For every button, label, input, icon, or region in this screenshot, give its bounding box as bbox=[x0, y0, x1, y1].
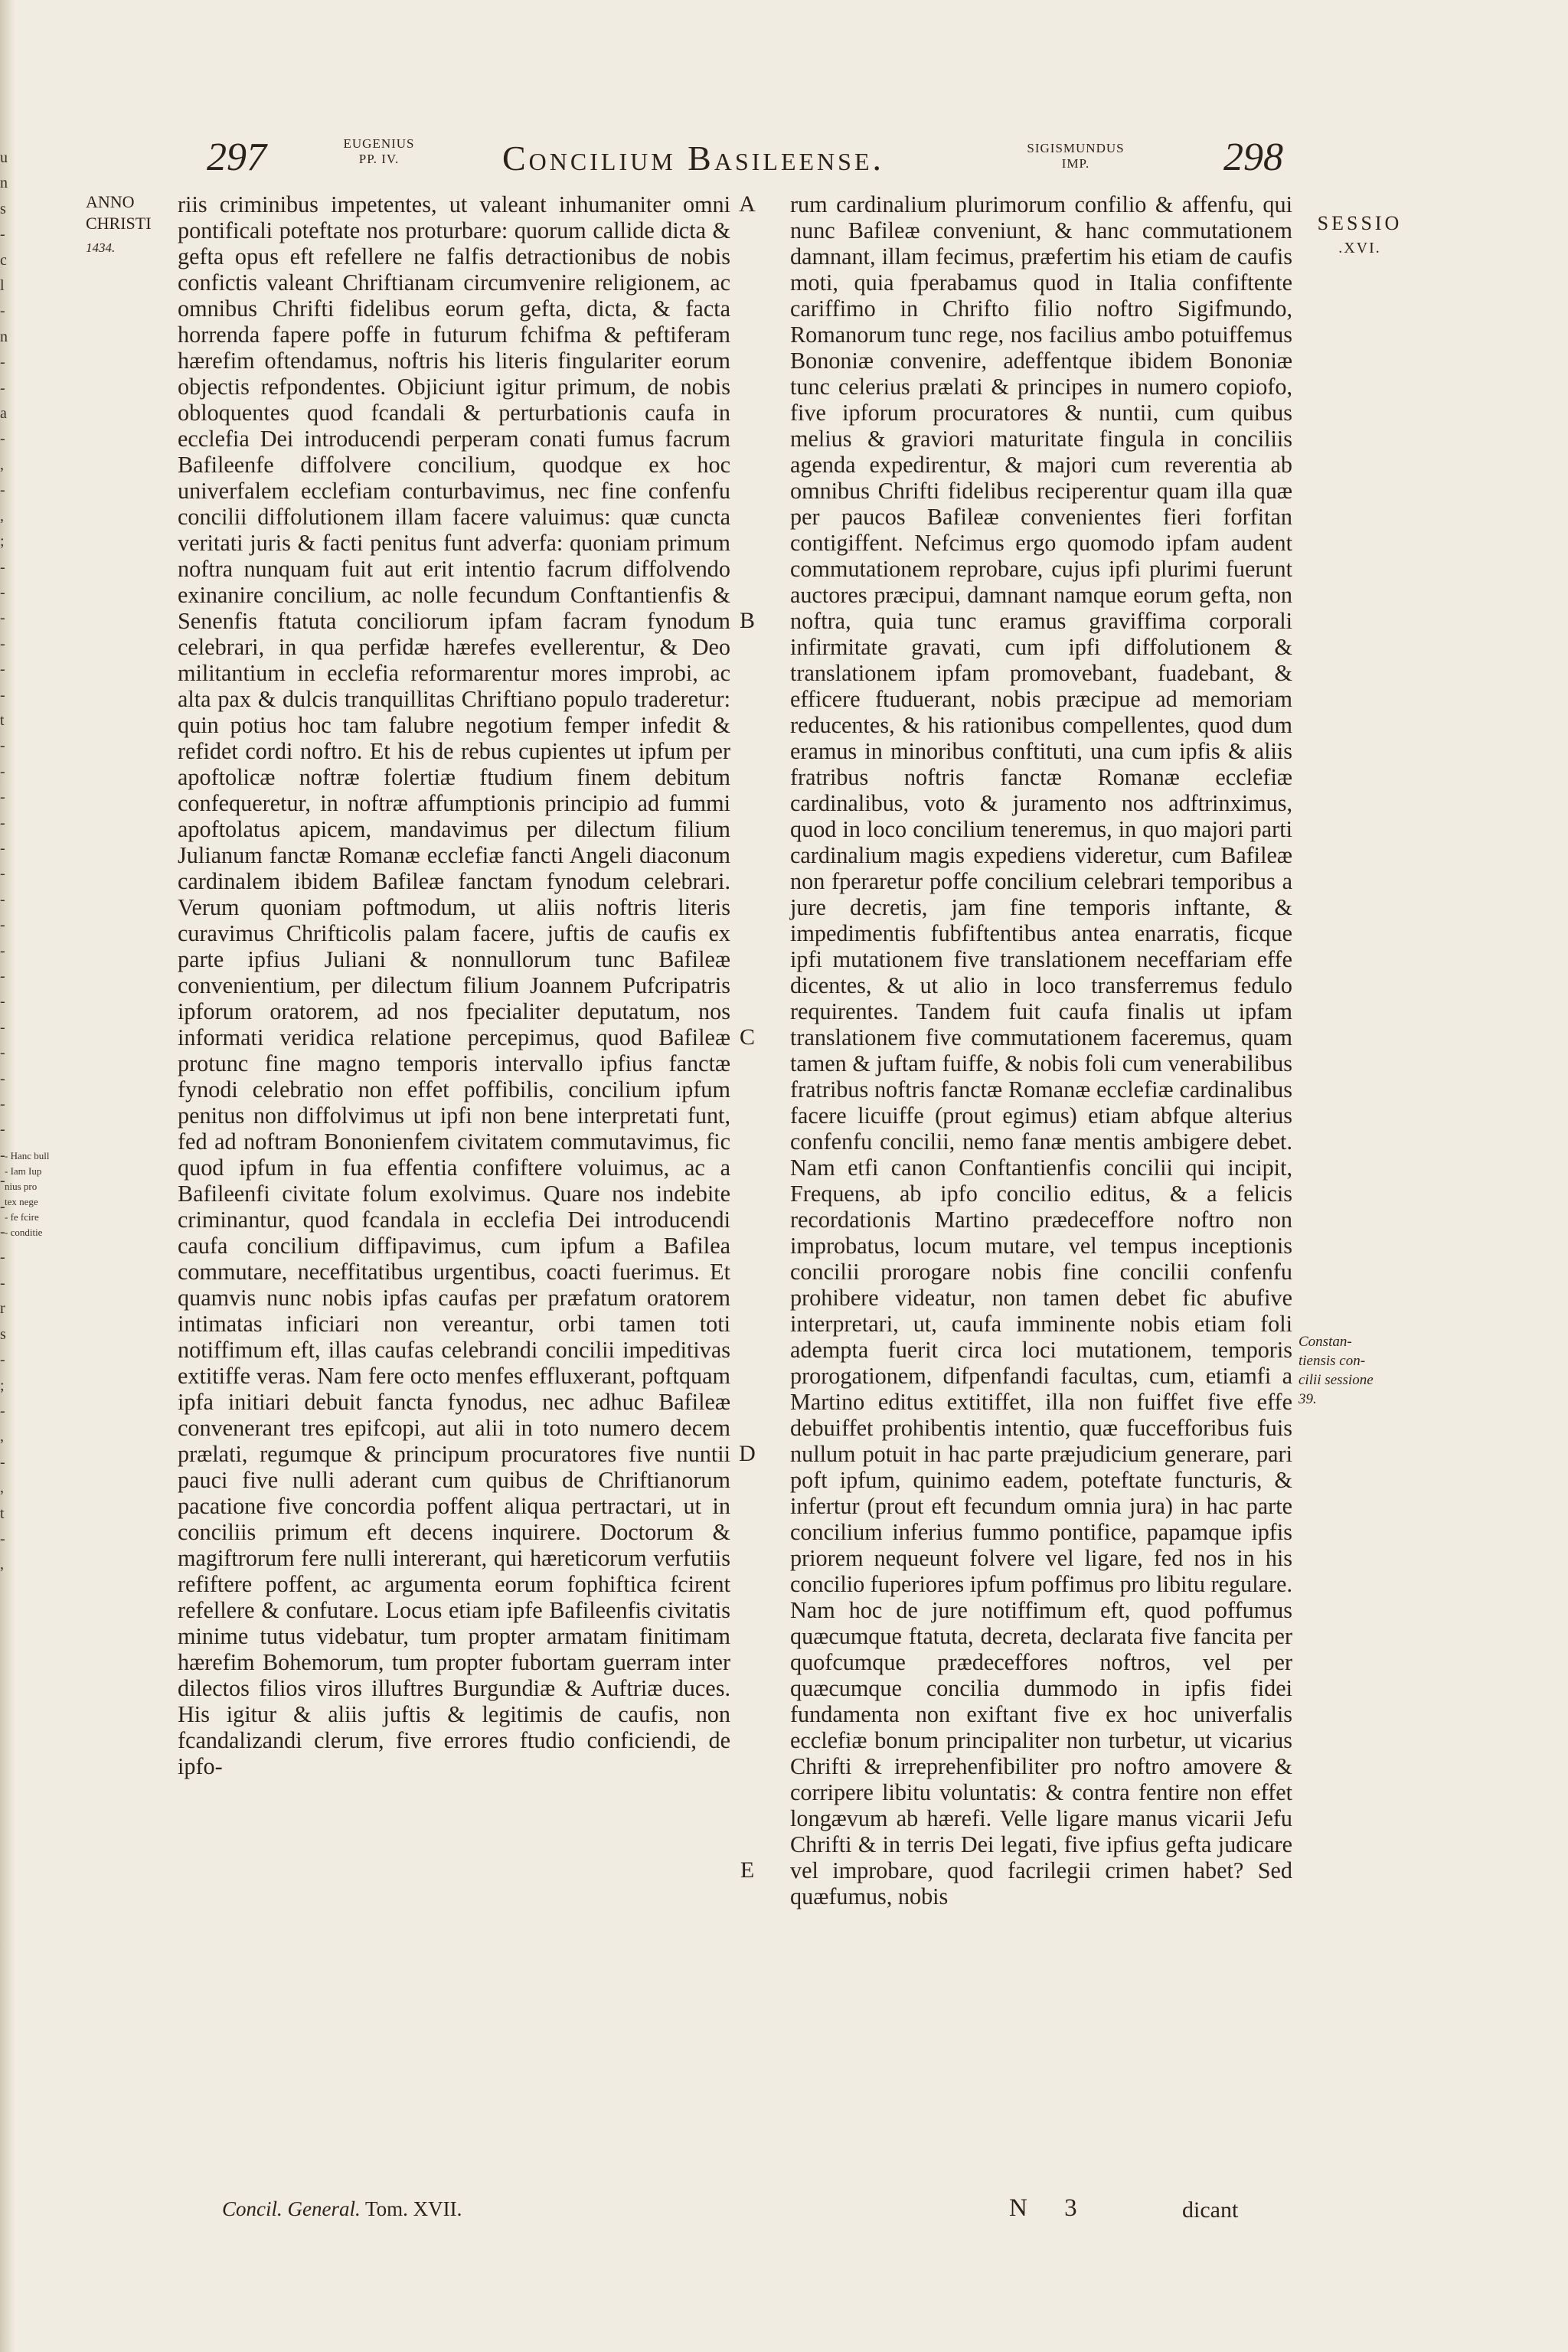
previous-page-note: - Hanc bull - Iam Iup nius pro tex nege - fe fcire - conditie bbox=[5, 1150, 50, 1238]
volume-footer bbox=[222, 2197, 462, 2221]
right-column-text: rum cardinalium plurimorum confilio & affenfu, qui nunc Bafileæ conveniunt, & hanc commutationem damnant, illam fecimus, præfertim his etiam de caufis moti, quia fperabamus quod in Italia confiftente cariffimo in Chrifto filio noftro Sigifmundo, Romanorum tunc rege, nos facilius ambo potuiffemus Bononiæ convenire, adeffentque ibidem Bononiæ tunc celerius prælati & principes in numero copiofo, five ipforum procuratores & nuntii, cum quibus melius & graviori maturitate fingula in conciliis agenda expedirentur, & majori cum reverentia ab omnibus Chrifti fidelibus reciperentur quam illa quæ per paucos Bafileæ convenientes fieri forfitan contigiffent. Nefcimus ergo quomodo ipfam audent commutationem reprobare, cujus ipfi plurimi fuerunt auctores præcipui, damnant namque eorum gefta, non noftra, quia tunc eramus graviffima corporali infirmitate gravati, cum ipfi diffolutionem & translationem ipfam promovebant, fuadebant, & efficere ftuduerant, nobis præcipue ad memoriam reducentes, & his rationibus compellentes, quod dum eramus in minoribus conftituti, una cum ipfis & aliis fratribus noftris fanctæ Romanæ ecclefiæ cardinalibus, voto & juramento nos adftrinximus, quod in loco concilium teneremus, in quo majori parti cardinalium magis expediens videretur, cum Bafileæ non fperaretur poffe concilium celebrari temporibus a jure decretis, jam fine temporis inftante, & impedimentis fubfiftentibus antea enarratis, ficque ipfi mutationem five translationem neceffariam effe dicentes, & ut alio in loco transferremus fedulo requirentes. Tandem fuit caufa finalis ut ipfam translationem five commutationem faceremus, quam tamen & juftam fuiffe, & nobis foli cum venerabilibus fratribus noftris fanctæ Romanæ ecclefiæ cardinalibus facere licuiffe (prout egimus) etiam abfque alterius confenfu concilii, nemo fanæ mentis ambigere debet. Nam etfi canon Conftantienfis concilii qui incipit, Frequens, ab ipfo concilio editus, & a felicis recordationis Martino prædeceffore noftro non improbatus, locum mutare, vel tempus inceptionis concilii prorogare nobis fine concilii confenfu prohibere videatur, non tamen debet fic abufive interpretari, ut, caufa imminente nobis etiam foli adempta fuerit circa loci mutationem, temporis prorogationem, difpenfandi facultas, cum, etiamfi a Martino editus extitiffet, illa non fuiffet five effe debuiffet prohibentis intentio, quæ fuccefforibus fuis nullum potuit in hac parte præjudicium generare, pari poft ipfum, quinimo eadem, poteftate functuris, & infertur (prout eft fecundum omnia jura) in hac parte concilium inferius fummo pontifice, papamque ipfis priorem nequeunt folvere vel ligare, fed nos in his concilio fuperiores ipfum poffimus pro libitu regulare. Nam hoc de jure notiffimum eft, quod poffumus quæcumque ftatuta, decreta, declarata five fancita per quofcumque prædeceffores noftros, vel per quæcumque concilia dummodo in ipfis fidei fundamenta non exiftant five ex hoc univerfalis ecclefiæ bonum principaliter non turbetur, ut vicarius Chrifti & irreprehenfibiliter pro noftro amovere & corripere libitu voluntatis: & contra fentire non effet longævum ab hærefi. Velle ligare manus vicarii Jefu Chrifti & in terris Dei legati, five ipfius gefta judicare vel improbare, quod facrilegii crimen habet? Sed quæfumus, nobis bbox=[790, 191, 1292, 1909]
section-letter-d: D bbox=[739, 1441, 756, 1466]
right-page-number: 298 bbox=[1223, 136, 1283, 179]
constance-note-text: Constan- tiensis con- cilii sessione 39. bbox=[1298, 1334, 1374, 1407]
right-column bbox=[790, 191, 1292, 1909]
left-page-number: 297 bbox=[207, 136, 266, 179]
pope-runner-text: EUGENIUS PP. IV. bbox=[343, 136, 415, 166]
volume-tome: Tom. XVII. bbox=[360, 2197, 462, 2220]
left-column-text: riis criminibus impetentes, ut valeant inhumaniter omni pontificali poteftate nos proturbare: quorum callide dicta & gefta opus eft refellere ne falfis detractionibus de nobis confictis valeant Chriftianam circumvenire religionem, ac omnibus Chrifti fidelibus eorum gefta, dicta, & facta horrenda fapere poffe in futurum fchifma & peftiferam hærefim oftendamus, noftris his literis fingulariter eorum objectis refpondentes. Objiciunt igitur primum, de nobis obloquentes quod fcandali & perturbationis caufa in ecclefia Dei introducendi perperam conati fumus facrum Bafileenfe diffolvere concilium, quodque ex hoc univerfalem ecclefiam conturbavimus, nec fine confenfu concilii diffolutionem illam facere valuimus: quæ cuncta veritati juris & facti penitus funt adverfa: quoniam primum noftra nunquam fuit aut erit intentio facrum diffolvendo exinanire concilium, ac nolle fecundum Conftantienfis & Senenfis ftatuta conciliorum ipfam facram fynodum celebrari, in qua perfidæ hærefes evellerentur, & Deo militantium in ecclefia reformarentur mores improbi, ac alta pax & dulcis tranquillitas Chriftiano populo traderetur: quin potius hoc tam falubre negotium femper infedit & refidet cordi noftro. Et his de rebus cupientes ut ipfum per apoftolicæ noftræ folertiæ ftudium finem debitum confequeretur, in noftræ affumptionis principio ad fummi apoftolatus apicem, mandavimus per dilectum filium Julianum fanctæ Romanæ ecclefiæ fancti Angeli diaconum cardinalem ibidem Bafileæ fanctam fynodum celebrari. Verum quoniam poftmodum, ut aliis noftris literis curavimus Chrifticolis palam facere, juftis de caufis ex parte ipfius Juliani & nonnullorum tunc Bafileæ convenientium, per dilectum filium Joannem Pufcripatris ipforum oratorem, ad nos fpecialiter deputatum, nos informati veridica relatione percepimus, quod Bafileæ protunc fine magno temporis intervallo ipfius fanctæ fynodi celebratio non effet poffibilis, concilium ipfum penitus non diffolvimus ut ipfi non bene interpretati funt, fed ad noftram Bononienfem civitatem commutavimus, fic quod ipfum in fua effentia confiftere voluimus, ac a Bafileenfi civitate folum exolvimus. Quare nos indebite criminantur, quod fcandala in ecclefia Dei introducendi caufa concilium diffipavimus, cum ipfum a Bafilea commutare, neceffitatibus urgentibus, coacti fuerimus. Et quamvis nunc nobis ipfas caufas per præfatum oratorem intimatas inficiari non vereantur, orbi tamen toti notiffimum eft, illas caufas celebrandi concilii impeditivas extitiffe veras. Nam fere octo menfes effluxerant, poftquam ipfa initiari debuit fancta fynodus, nec adhuc Bafileæ convenerant tres epifcopi, aut alii in toto numero decem prælati, regumque & principum procuratores five nuntii pauci five nulli aderant cum quibus de Chriftianorum pacatione five concordia poffent aliqua pertractari, ut in conciliis primum eft decens inquirere. Doctorum & magiftrorum fere nulli intererant, qui hæreticorum verfutiis refiftere poffent, ac argumenta eorum fophiftica fcirent refellere & confutare. Locus etiam ipfe Bafileenfis civitatis minime tutus videbatur, tum propter armatam finitimam hærefim Bohemorum, tum propter fubortam guerram inter dilectos filios viros illuftres Burgundiæ & Auftriæ duces. His igitur & aliis juftis & legitimis de caufis, non fcandalizandi clerum, five errores ftudio conficiendi, de ipfo- bbox=[178, 191, 730, 1779]
signature-mark: N 3 bbox=[1009, 2194, 1093, 2222]
volume-italic: Concil. General. bbox=[222, 2197, 361, 2220]
year-margin bbox=[86, 191, 185, 259]
constance-margin-note bbox=[1298, 1332, 1406, 1409]
section-letter-b: B bbox=[739, 608, 755, 633]
session-margin bbox=[1306, 211, 1413, 260]
running-title: Concilium Basileense. bbox=[502, 139, 885, 178]
pope-runner bbox=[322, 136, 436, 198]
previous-page-fragments: u n s - c l - n - - a - , - , ; - - - - - - t - - - - - - - - - - - - - - - - - - - - - - r s - ; - , - , t - , bbox=[0, 149, 8, 1573]
christi-label: CHRISTI bbox=[86, 214, 152, 233]
section-letter-a: A bbox=[739, 191, 756, 217]
left-column bbox=[178, 191, 730, 1779]
anno-label: ANNO bbox=[86, 192, 135, 211]
session-label: SESSIO bbox=[1317, 212, 1403, 234]
section-letter-e: E bbox=[740, 1857, 755, 1883]
year-label: 1434. bbox=[86, 240, 116, 255]
catchword: dicant bbox=[1182, 2197, 1239, 2223]
session-number: .XVI. bbox=[1338, 240, 1381, 256]
emperor-runner-text: SIGISMUNDUS IMP. bbox=[1027, 141, 1125, 171]
section-letter-c: C bbox=[739, 1024, 755, 1050]
